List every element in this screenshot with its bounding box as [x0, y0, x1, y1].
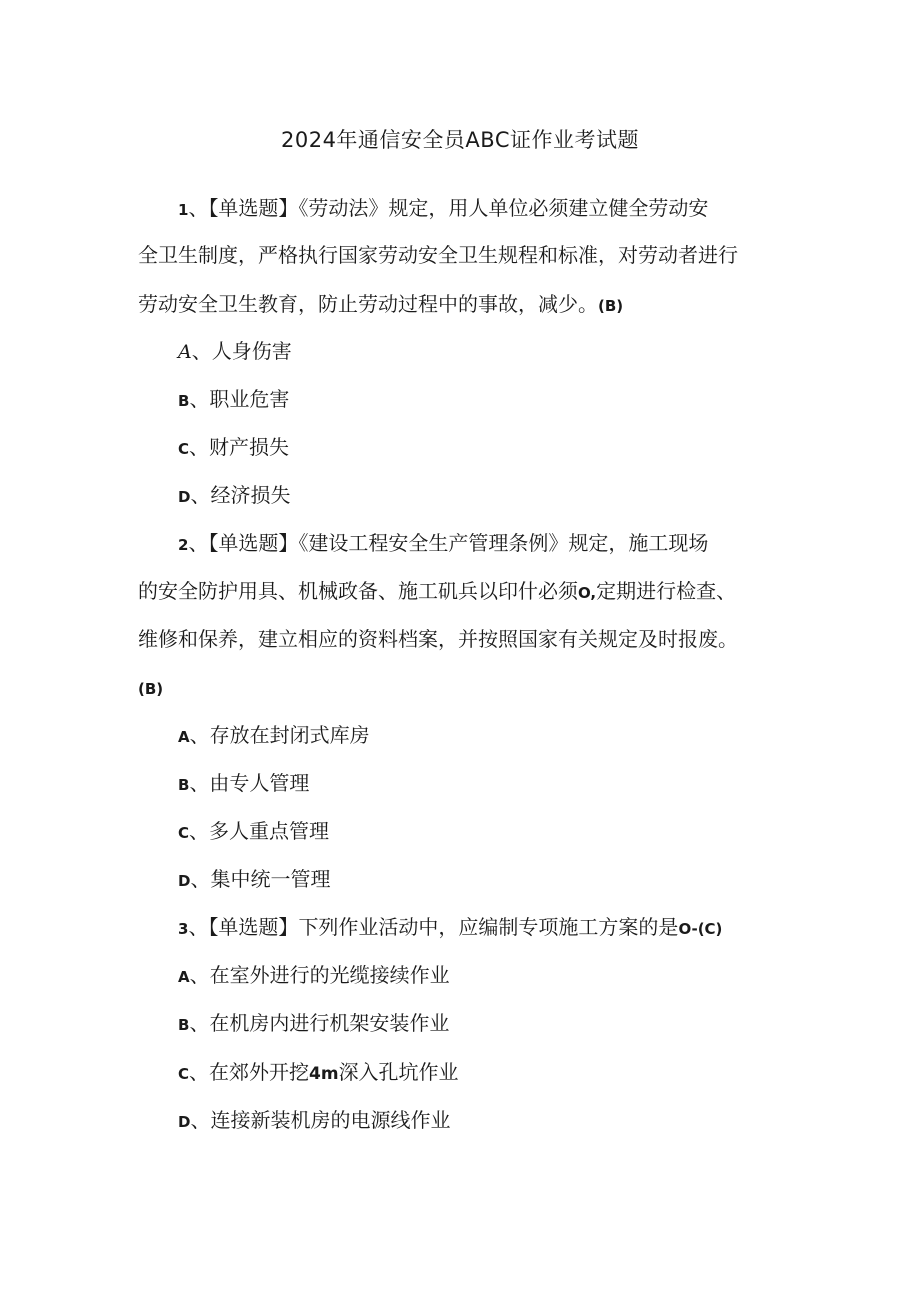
question-number: 2: [178, 536, 189, 554]
option-b: B、在机房内进行机架安装作业: [178, 1011, 450, 1035]
question-1-line-3: 劳动安全卫生教育，防止劳动过程中的事故，减少。(B): [138, 292, 624, 316]
option-d: D、连接新装机房的电源线作业: [178, 1108, 451, 1132]
option-d: D、集中统一管理: [178, 867, 331, 891]
option-a: A、在室外进行的光缆接续作业: [178, 963, 450, 987]
question-1-line-2: 全卫生制度，严格执行国家劳动安全卫生规程和标准，对劳动者进行: [138, 243, 738, 267]
option-c: C、多人重点管理: [178, 819, 330, 843]
option-b: B、由专人管理: [178, 771, 310, 795]
question-2-answer: [138, 672, 798, 704]
question-answer: O-(C): [678, 920, 723, 938]
option-c: C、财产损失: [178, 435, 290, 459]
question-type: 【单选题】: [208, 196, 299, 220]
option-c: C、在郊外开挖4m深入孔坑作业: [178, 1060, 459, 1084]
question-answer: (B): [138, 680, 164, 698]
option-a: A、存放在封闭式库房: [178, 723, 370, 747]
question-2-line-3: 维修和保养，建立相应的资料档案，并按照国家有关规定及时报废。: [138, 627, 738, 651]
question-number: 3: [178, 920, 189, 938]
question-type: 【单选题】: [208, 915, 299, 939]
option-d: D、经济损失: [178, 483, 291, 507]
question-answer: (B): [598, 297, 624, 315]
question-1-line-1: 1、【单选题】《劳动法》规定，用人单位必须建立健全劳动安: [178, 196, 709, 220]
question-type: 【单选题】: [208, 531, 299, 555]
question-3-line-1: 3、【单选题】下列作业活动中，应编制专项施工方案的是O-(C): [178, 915, 723, 939]
question-2-line-1: 2、【单选题】《建设工程安全生产管理条例》规定，施工现场: [178, 531, 709, 555]
question-2-line-2: 的安全防护用具、机械政备、施工矶兵以印什必须O,定期进行检查、: [138, 579, 737, 603]
question-number: 1: [178, 201, 189, 219]
document-title: 2024年通信安全员ABC证作业考试题: [280, 128, 639, 152]
option-b: B、职业危害: [178, 387, 290, 411]
option-a: A、人身伤害: [178, 339, 292, 363]
